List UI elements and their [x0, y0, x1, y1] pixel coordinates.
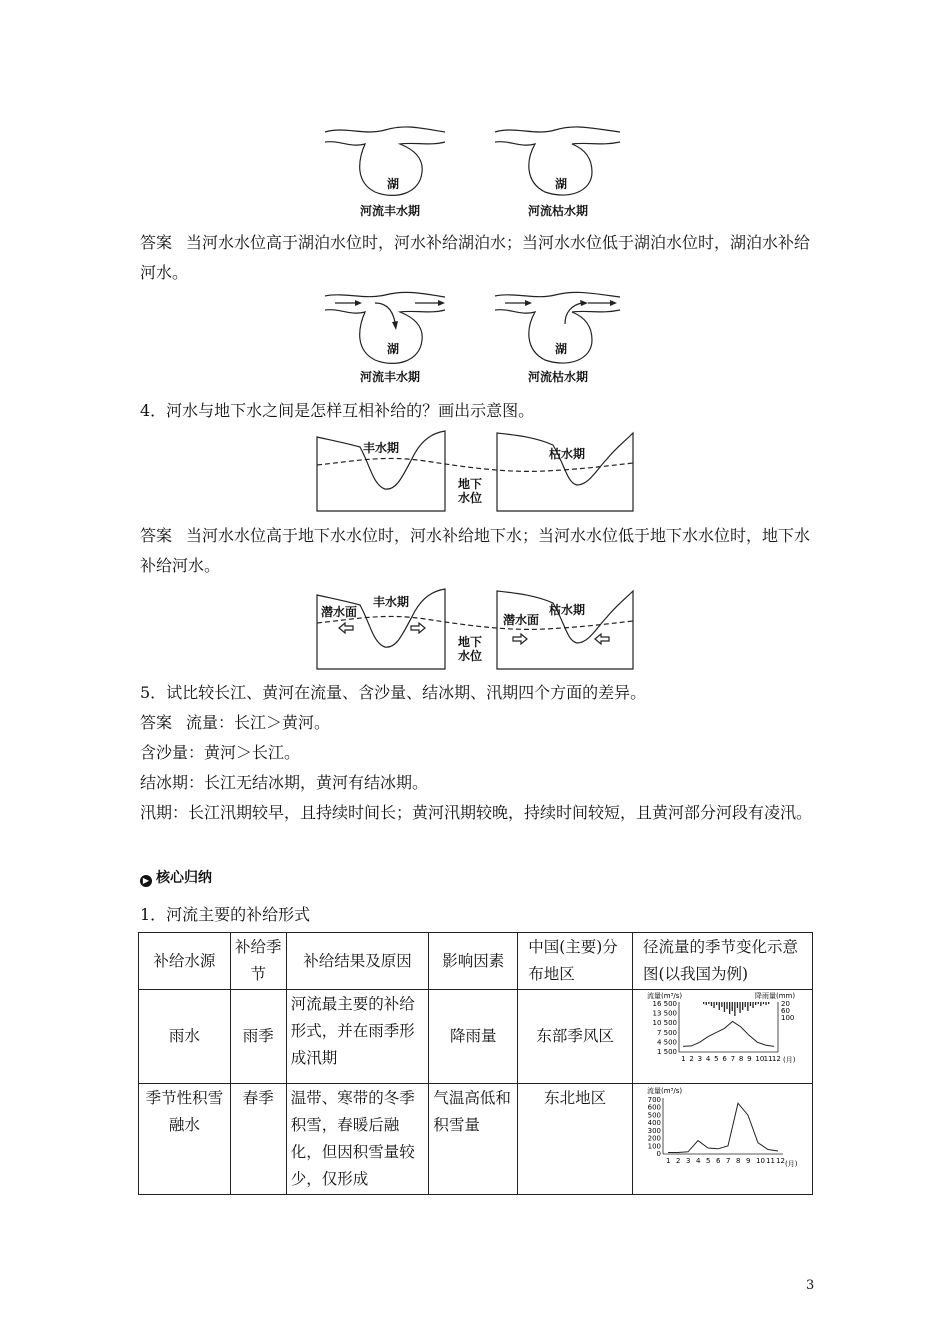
- section-header: [140, 867, 212, 887]
- x-tick-label: 1: [681, 1055, 686, 1063]
- figure-groundwater-2: [315, 583, 635, 671]
- rainfall-bar: [737, 1002, 738, 1008]
- x-tick-label: 3: [697, 1055, 703, 1063]
- rainfall-bar: [734, 1002, 735, 1016]
- answer-paragraph: [140, 521, 820, 581]
- y-tick-label: 4 500: [656, 1038, 677, 1047]
- rain-runoff-chart: [633, 990, 811, 1074]
- y-tick-label: 600: [647, 1103, 661, 1112]
- x-tick-label: 8: [735, 1157, 741, 1165]
- y-axis-label: 流量(m³/s): [646, 992, 683, 1000]
- figure-groundwater-1: [315, 425, 635, 513]
- play-icon: ▶: [140, 875, 152, 887]
- question-4: 4．河水与地下水之间是怎样互相补给的？画出示意图。: [140, 401, 535, 420]
- answer-line: 结冰期：长江无结冰期，黄河有结冰期。: [140, 773, 429, 792]
- lake-label: 湖: [555, 342, 568, 356]
- x-tick-label: 4: [695, 1157, 701, 1165]
- x-tick-label: 7: [725, 1157, 731, 1165]
- x-axis-label: (月): [782, 1056, 796, 1064]
- table-cell: 气温高低和积雪量: [429, 1084, 518, 1195]
- y2-tick-label: 20: [780, 1000, 790, 1008]
- y-tick-label: 200: [647, 1134, 661, 1143]
- rainfall-bar: [763, 1002, 764, 1004]
- table-cell: 东北地区: [518, 1084, 633, 1195]
- rainfall-bar: [760, 1002, 761, 1006]
- rainfall-bar: [747, 1002, 748, 1011]
- answer-lead: 答案: [140, 233, 173, 252]
- y-tick-label: 300: [647, 1126, 661, 1135]
- table-header: 补给水源: [139, 933, 231, 990]
- x-tick-label: 2: [675, 1157, 681, 1165]
- rainfall-bar: [706, 1002, 707, 1005]
- rainfall-bar: [768, 1002, 769, 1004]
- x-tick-label: 2: [689, 1055, 694, 1063]
- rainfall-bar: [711, 1002, 712, 1006]
- rainfall-bar: [732, 1002, 733, 1011]
- groundwater-label: 地下: [458, 477, 483, 491]
- x-tick-label: 12: [775, 1157, 785, 1165]
- rainfall-bar: [721, 1002, 722, 1007]
- x-tick-label: 10: [755, 1055, 765, 1063]
- answer-line: 汛期：长江汛期较早，且持续时间长；黄河汛期较晚，持续时间较短，且黄河部分河段有凌汛。: [140, 803, 813, 822]
- table-header: 中国(主要)分布地区: [518, 933, 633, 990]
- y-tick-label: 0: [656, 1150, 661, 1158]
- runoff-line: [668, 1103, 778, 1152]
- snowmelt-runoff-chart: [633, 1084, 811, 1180]
- answer-text: 当河水水位高于湖泊水位时，河水补给湖泊水；当河水水位低于湖泊水位时，湖泊水补给河水。: [140, 233, 811, 282]
- y-tick-label: 400: [647, 1119, 661, 1128]
- rainfall-bar: [742, 1002, 743, 1010]
- question-5: 5．试比较长江、黄河在流量、含沙量、结冰期、汛期四个方面的差异。: [140, 683, 647, 702]
- rainfall-bar: [726, 1002, 727, 1009]
- chart-cell: [632, 990, 812, 1084]
- x-tick-label: 8: [738, 1055, 744, 1063]
- y-tick-label: 13 500: [652, 1009, 677, 1018]
- x-tick-label: 12: [771, 1055, 781, 1063]
- y-tick-label: 7 500: [656, 1028, 677, 1037]
- x-tick-label: 5: [705, 1157, 711, 1165]
- rainfall-bar: [719, 1002, 720, 1010]
- rainfall-bar: [713, 1002, 714, 1008]
- water-table-label: 潜水面: [321, 605, 358, 619]
- answer-lead: 答案: [140, 713, 173, 732]
- supply-table: [138, 932, 813, 1195]
- runoff-line: [683, 1021, 774, 1046]
- x-tick-label: 10: [755, 1157, 765, 1165]
- x-tick-label: 6: [722, 1055, 727, 1063]
- x-tick-label: 9: [745, 1157, 751, 1165]
- water-table-label: 潜水面: [503, 613, 540, 627]
- table-row: [139, 1084, 813, 1195]
- x-tick-label: 11: [765, 1157, 775, 1165]
- table-header: 径流量的季节变化示意图(以我国为例): [632, 933, 812, 990]
- table-cell: 春季: [230, 1084, 286, 1195]
- rainfall-bar: [758, 1002, 759, 1004]
- rainfall-bar: [752, 1002, 753, 1008]
- table-cell: 雨水: [139, 990, 231, 1084]
- groundwater-label: 地下: [458, 635, 483, 649]
- period-label: 枯水期: [549, 603, 586, 617]
- table-cell: 雨季: [230, 990, 286, 1084]
- groundwater-label: 水位: [458, 649, 483, 663]
- x-tick-label: 9: [747, 1055, 752, 1063]
- rainfall-bar: [745, 1002, 746, 1007]
- y-tick-label: 10 500: [652, 1019, 677, 1028]
- rainfall-bar: [755, 1002, 756, 1005]
- y-tick-label: 100: [647, 1142, 661, 1151]
- figure-river-lake-2: [320, 288, 630, 388]
- x-tick-label: 11: [763, 1055, 773, 1063]
- x-tick-label: 1: [665, 1157, 671, 1165]
- y2-tick-label: 60: [780, 1007, 790, 1015]
- table-cell: 河流最主要的补给形式，并在雨季形成汛期: [286, 990, 429, 1084]
- section-title: 核心归纳: [156, 870, 212, 886]
- answer-line: 流量：长江＞黄河。: [186, 713, 331, 732]
- x-tick-label: 3: [685, 1157, 691, 1165]
- y-tick-label: 500: [647, 1111, 661, 1120]
- answer-lead: 答案: [140, 526, 173, 545]
- x-tick-label: 6: [715, 1157, 721, 1165]
- y-tick-label: 1 500: [656, 1048, 677, 1056]
- table-cell: 季节性积雪融水: [139, 1084, 231, 1195]
- y2-axis-label: 降雨量(mm): [754, 992, 796, 1000]
- x-axis-label: (月): [784, 1160, 798, 1168]
- y-axis-label: 流量(m³/s): [646, 1087, 683, 1095]
- subsection-title: 1．河流主要的补给形式: [140, 905, 311, 924]
- rainfall-bar: [708, 1002, 709, 1004]
- table-cell: 温带、寒带的冬季积雪，春暖后融化，但因积雪量较少，仅形成: [286, 1084, 429, 1195]
- period-label: 丰水期: [373, 595, 410, 609]
- answer-line: 含沙量：黄河＞长江。: [140, 743, 301, 762]
- page-number: 3: [806, 1278, 815, 1293]
- figure-caption: 河流丰水期: [360, 370, 421, 384]
- figure-river-lake-1: [320, 120, 630, 220]
- x-tick-label: 4: [705, 1055, 711, 1063]
- answer-paragraph: [140, 708, 820, 828]
- rainfall-bar: [716, 1002, 717, 1005]
- table-cell: 降雨量: [429, 990, 518, 1084]
- y-tick-label: 16 500: [652, 1000, 677, 1008]
- table-header: 补给季节: [230, 933, 286, 990]
- period-label: 枯水期: [549, 447, 586, 461]
- rainfall-bar: [703, 1002, 704, 1004]
- chart-cell: [632, 1084, 812, 1195]
- y-tick-label: 700: [647, 1096, 661, 1104]
- figure-caption: 河流枯水期: [528, 204, 589, 218]
- lake-label: 湖: [387, 342, 400, 356]
- x-tick-label: 7: [730, 1055, 736, 1063]
- answer-paragraph: [140, 228, 820, 288]
- table-header: 补给结果及原因: [286, 933, 429, 990]
- rainfall-bar: [739, 1002, 740, 1013]
- period-label: 丰水期: [363, 441, 400, 455]
- answer-text: 当河水水位高于地下水水位时，河水补给地下水；当河水水位低于地下水水位时，地下水补给河水。: [140, 526, 811, 575]
- lake-label: 湖: [555, 177, 568, 191]
- table-cell: 东部季风区: [518, 990, 633, 1084]
- rainfall-bar: [729, 1002, 730, 1014]
- figure-caption: 河流枯水期: [528, 370, 589, 384]
- y2-tick-label: 100: [780, 1014, 795, 1022]
- table-row: [139, 990, 813, 1084]
- x-tick-label: 5: [714, 1055, 719, 1063]
- groundwater-label: 水位: [458, 491, 483, 505]
- rainfall-bar: [724, 1002, 725, 1012]
- rainfall-bar: [765, 1002, 766, 1005]
- table-header-row: [139, 933, 813, 990]
- table-header: 影响因素: [429, 933, 518, 990]
- lake-label: 湖: [387, 177, 400, 191]
- figure-caption: 河流丰水期: [360, 204, 421, 218]
- rainfall-bar: [750, 1002, 751, 1006]
